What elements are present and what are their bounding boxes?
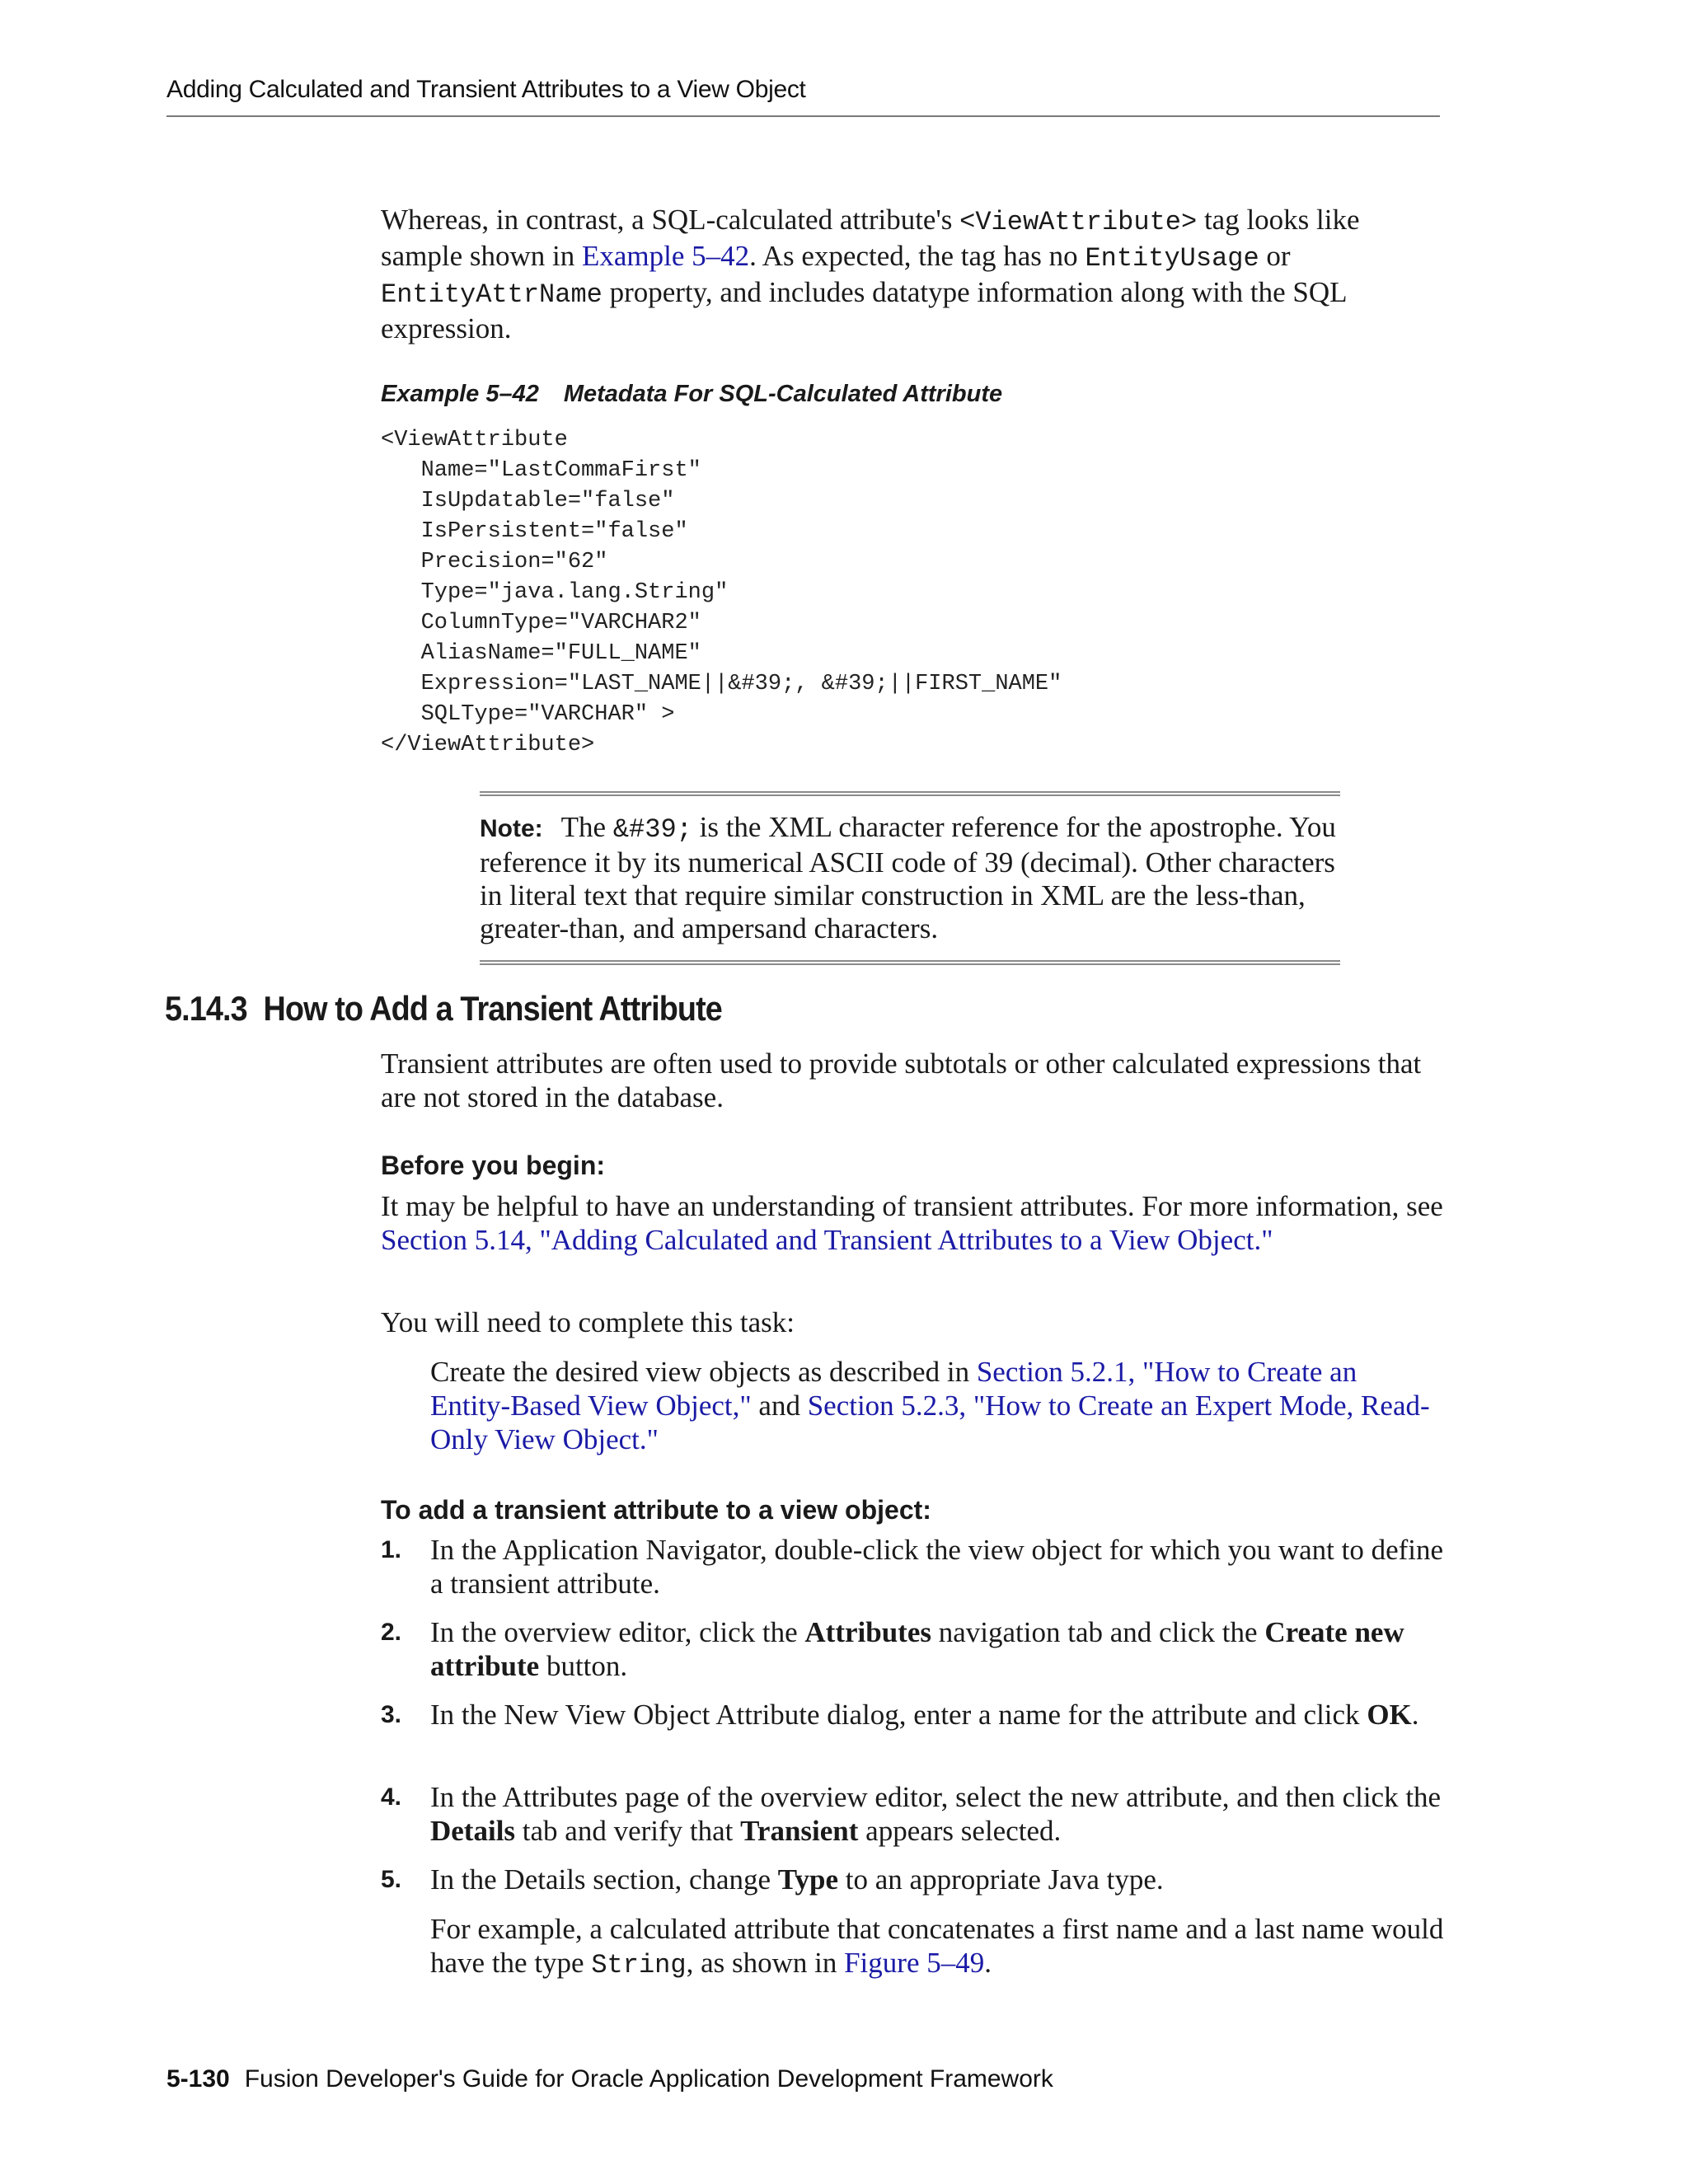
procedure-step: 5. In the Details section, change Type to an appropriate Java type. xyxy=(381,1863,1164,1896)
task-intro: You will need to complete this task: xyxy=(381,1306,795,1338)
procedure-step: 2. In the overview editor, click the Attributes navigation tab and click the Create new attribute button. xyxy=(381,1616,1404,1682)
before-paragraph: It may be helpful to have an understanding of transient attributes. For more information, see Section 5.14, "Adding Calculated and Transient Attributes to a View Object." xyxy=(381,1190,1443,1256)
running-header: Adding Calculated and Transient Attributes to a View Object xyxy=(166,76,1440,117)
section-link[interactable]: Section 5.14, "Adding Calculated and Transient Attributes to a View Object." xyxy=(381,1224,1273,1256)
section-link[interactable]: Section 5.2.1, "How to Create an Entity-Based View Object," xyxy=(430,1356,1357,1422)
page-footer xyxy=(166,2065,1053,2093)
procedure-step: 4. In the Attributes page of the overview editor, select the new attribute, and then click the Details tab and verify that Transient appears selected. xyxy=(381,1781,1442,1847)
task-item: Create the desired view objects as described in Section 5.2.1, "How to Create an Entity-Based View Object," and Section 5.2.3, "How to Create an Expert Mode, Read-Only View Object." xyxy=(430,1356,1430,1455)
intro-paragraph: Whereas, in contrast, a SQL-calculated attribute's <ViewAttribute> tag looks like sample shown in Example 5–42. As expected, the tag has no EntityUsage or EntityAttrName property, and includes datatype information along with the SQL expression. xyxy=(381,204,1360,344)
inline-code: <ViewAttribute> xyxy=(959,207,1198,237)
inline-code: EntityUsage xyxy=(1085,243,1259,274)
inline-code: EntityAttrName xyxy=(381,279,603,310)
section-heading: 5.14.3 How to Add a Transient Attribute xyxy=(165,989,722,1028)
code-example: <ViewAttribute Name="LastCommaFirst" IsUpdatable="false" IsPersistent="false" Precision="62" Type="java.lang.String" ColumnType="VARCHAR2" AliasName="FULL_NAME" Expression="LAST_NAME||&#39;, &#39;||FIRST_NAME" SQLType="VARCHAR" > </ViewAttribute> xyxy=(381,428,1062,757)
example-link[interactable]: Example 5–42 xyxy=(582,240,750,272)
note-text: Note: The &#39; is the XML character reference for the apostrophe. You reference it by its numerical ASCII code of 39 (decimal). Other characters in literal text that require similar construction in XML are the less-than, greater-than, and ampersand characters. xyxy=(480,811,1336,944)
inline-code: String xyxy=(591,1950,687,1980)
book-title: Fusion Developer's Guide for Oracle Application Development Framework xyxy=(244,2065,1053,2093)
procedure-heading: To add a transient attribute to a view object: xyxy=(381,1495,931,1525)
note-label: Note: xyxy=(480,815,543,842)
section-intro: Transient attributes are often used to provide subtotals or other calculated expressions that are not stored in the database. xyxy=(381,1047,1422,1113)
figure-link[interactable]: Figure 5–49 xyxy=(844,1947,985,1979)
section-link[interactable]: Section 5.2.3, "How to Create an Expert Mode, Read-Only View Object." xyxy=(430,1390,1430,1455)
step-followup: For example, a calculated attribute that concatenates a first name and a last name would have the type String, as shown in Figure 5–49. xyxy=(430,1913,1444,1980)
before-heading: Before you begin: xyxy=(381,1151,606,1180)
example-caption: Example 5–42 Metadata For SQL-Calculated Attribute xyxy=(381,381,1003,407)
procedure-step: 1. In the Application Navigator, double-click the view object for which you want to define a transient attribute. xyxy=(381,1534,1444,1600)
inline-code: &#39; xyxy=(612,814,692,845)
note-box xyxy=(480,791,1340,965)
procedure-step: 3. In the New View Object Attribute dialog, enter a name for the attribute and click OK. xyxy=(381,1699,1419,1731)
page-number: 5-130 xyxy=(166,2065,230,2093)
